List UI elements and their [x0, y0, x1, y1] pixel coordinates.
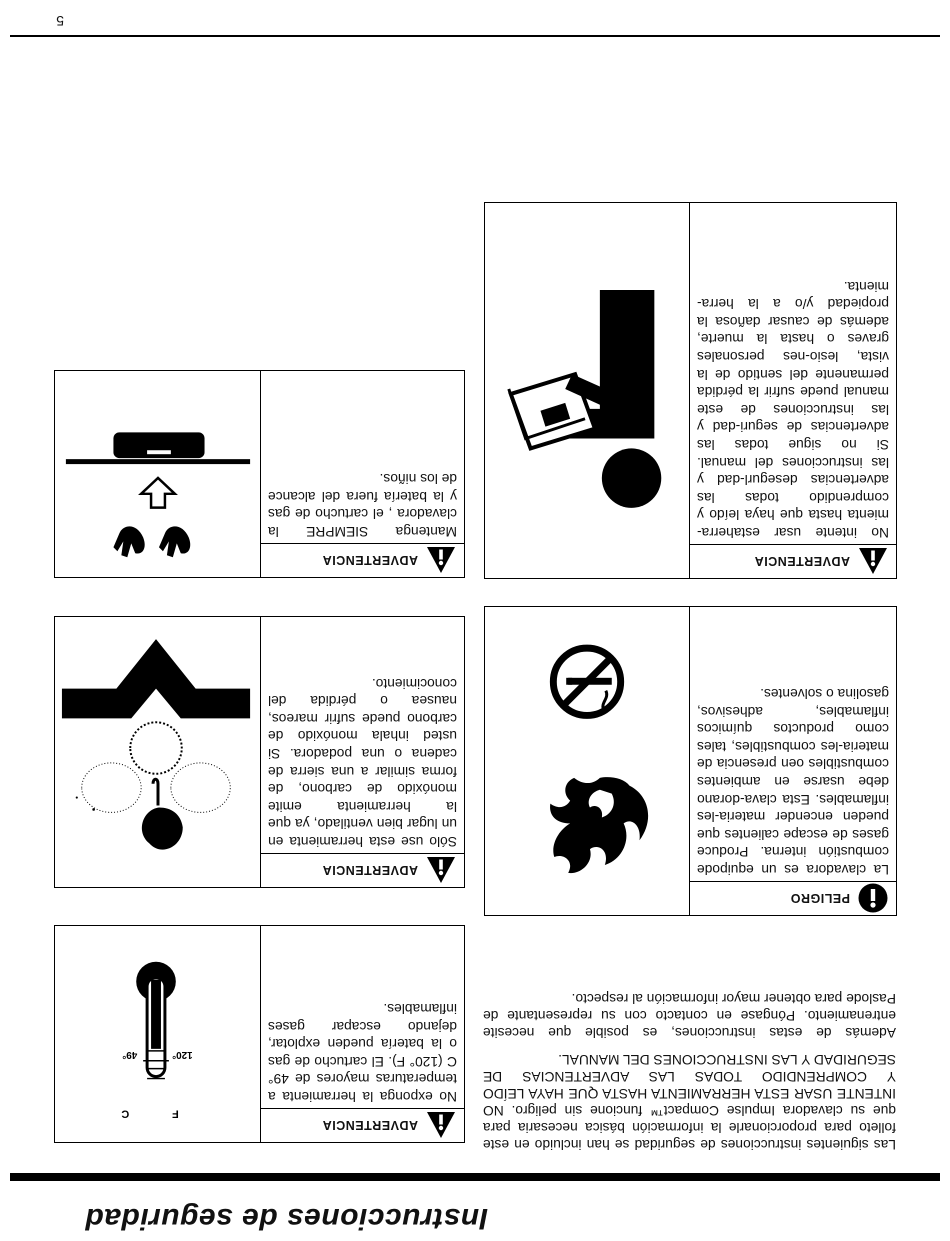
bottom-rule: [10, 35, 940, 37]
page-heading: Instrucciones de seguridad: [84, 1202, 488, 1235]
peligro-box: [484, 606, 897, 916]
manual-warning-box: [484, 202, 897, 579]
temperature-label: ADVERTENCIA: [322, 1118, 418, 1133]
peligro-text: La clavadora es un equipode combustión interna. Produce gases de escape calientes que pueden encender materia-les inflamables. Esta clava-dorano debe usarse en ambientes combustibles oen presencia de materia-les combustibles, tales como productos químicos inflamables, adhesivos, gasolina o solventes.: [697, 686, 889, 877]
temperature-text: No exponga la herramienta a temperaturas mayores de 49° C (120° F). El cartucho de gas o la batería pueden explotar, dejando escapar gases inflamables.: [268, 1001, 457, 1104]
warning-badge-icon: [858, 547, 888, 577]
heading-rule: [10, 1173, 940, 1181]
warning-badge-icon: [426, 856, 456, 886]
intro-paragraph-1: Las siguientes instrucciones de seguridad se han incluido en este folleto para proporcionarle la información básica necesaria para que su clavadora Impulse Compact™ funcione sin peligro. NO INTENTE USAR ESTA HERRAMIENTA HASTA QUE HAYA LEÍDO Y COMPRENDIDO TODAS LAS ADVERTENCIAS DE SEGURIDAD Y LAS INSTRUCCIONES DEL MANUAL.: [483, 1052, 896, 1152]
thermometer-f-value: 120°: [172, 1048, 193, 1060]
warning-badge-icon: [426, 1111, 456, 1141]
peligro-label: PELIGRO: [790, 891, 850, 906]
child-hands-icon: [55, 371, 260, 577]
reading-manual-icon: [485, 203, 689, 578]
thermometer-icon: [55, 926, 260, 1142]
manual-warning-banner: [690, 544, 896, 578]
ventilation-text-column: [260, 617, 464, 887]
manual-warning-label: ADVERTENCIA: [754, 554, 850, 569]
ventilation-text: Sólo use esta herramienta en un lugar bien ventilado, ya que la herramienta emite monóxido de carbono, de forma similar a una sierra de cadena o una podadora. Si usted inhala monóxido de carbono puede sufrir mareos, nausea o pérdida del conocimiento.: [268, 675, 457, 849]
children-banner: [261, 543, 464, 577]
thermometer-c-label: C: [121, 1107, 130, 1120]
intro-paragraph-2: Además de estas instrucciones, es posible que necesite entrenamiento. Póngase en contacto con su representante de Paslode para obtener mayor información al respecto.: [483, 991, 896, 1040]
warning-badge-icon: [858, 884, 888, 914]
children-text-column: [260, 371, 464, 577]
thermometer-c-value: 49°: [122, 1048, 138, 1060]
fumes-person-icon: [55, 617, 260, 887]
children-warning-box: [54, 370, 465, 578]
no-smoking-icon: [485, 607, 689, 915]
peligro-banner: [690, 881, 896, 915]
intro-text: [483, 980, 896, 1153]
ventilation-warning-box: [54, 616, 465, 888]
manual-warning-text-column: [689, 203, 896, 578]
ventilation-banner: [261, 853, 464, 887]
peligro-text-column: [689, 607, 896, 915]
temperature-text-column: [260, 926, 464, 1142]
manual-warning-text: No intente usar estaherra-mienta hasta que haya leído y comprendido todas las advertencias desegurl-dad y las instrucciones del manual. Si no sigue todas las advertencias de seguri-dad y las instrucciones de este manual puede sufrir la pérdida permanente del sentido de la vista, lesio-nes personales graves o hasta la muerte, además de causar dañosa la propiedad y/o a la herra-mienta.: [697, 278, 889, 540]
warning-badge-icon: [426, 546, 456, 576]
children-text: Mantenga SIEMPRE la clavadora , el cartucho de gas y la batería fuera del alcance de los niños.: [268, 471, 457, 539]
children-label: ADVERTENCIA: [322, 553, 418, 568]
thermometer-f-label: F: [172, 1107, 179, 1120]
temperature-banner: [261, 1108, 464, 1142]
temperature-warning-box: [54, 925, 465, 1143]
ventilation-label: ADVERTENCIA: [322, 863, 418, 878]
page-number: 5: [56, 13, 64, 29]
